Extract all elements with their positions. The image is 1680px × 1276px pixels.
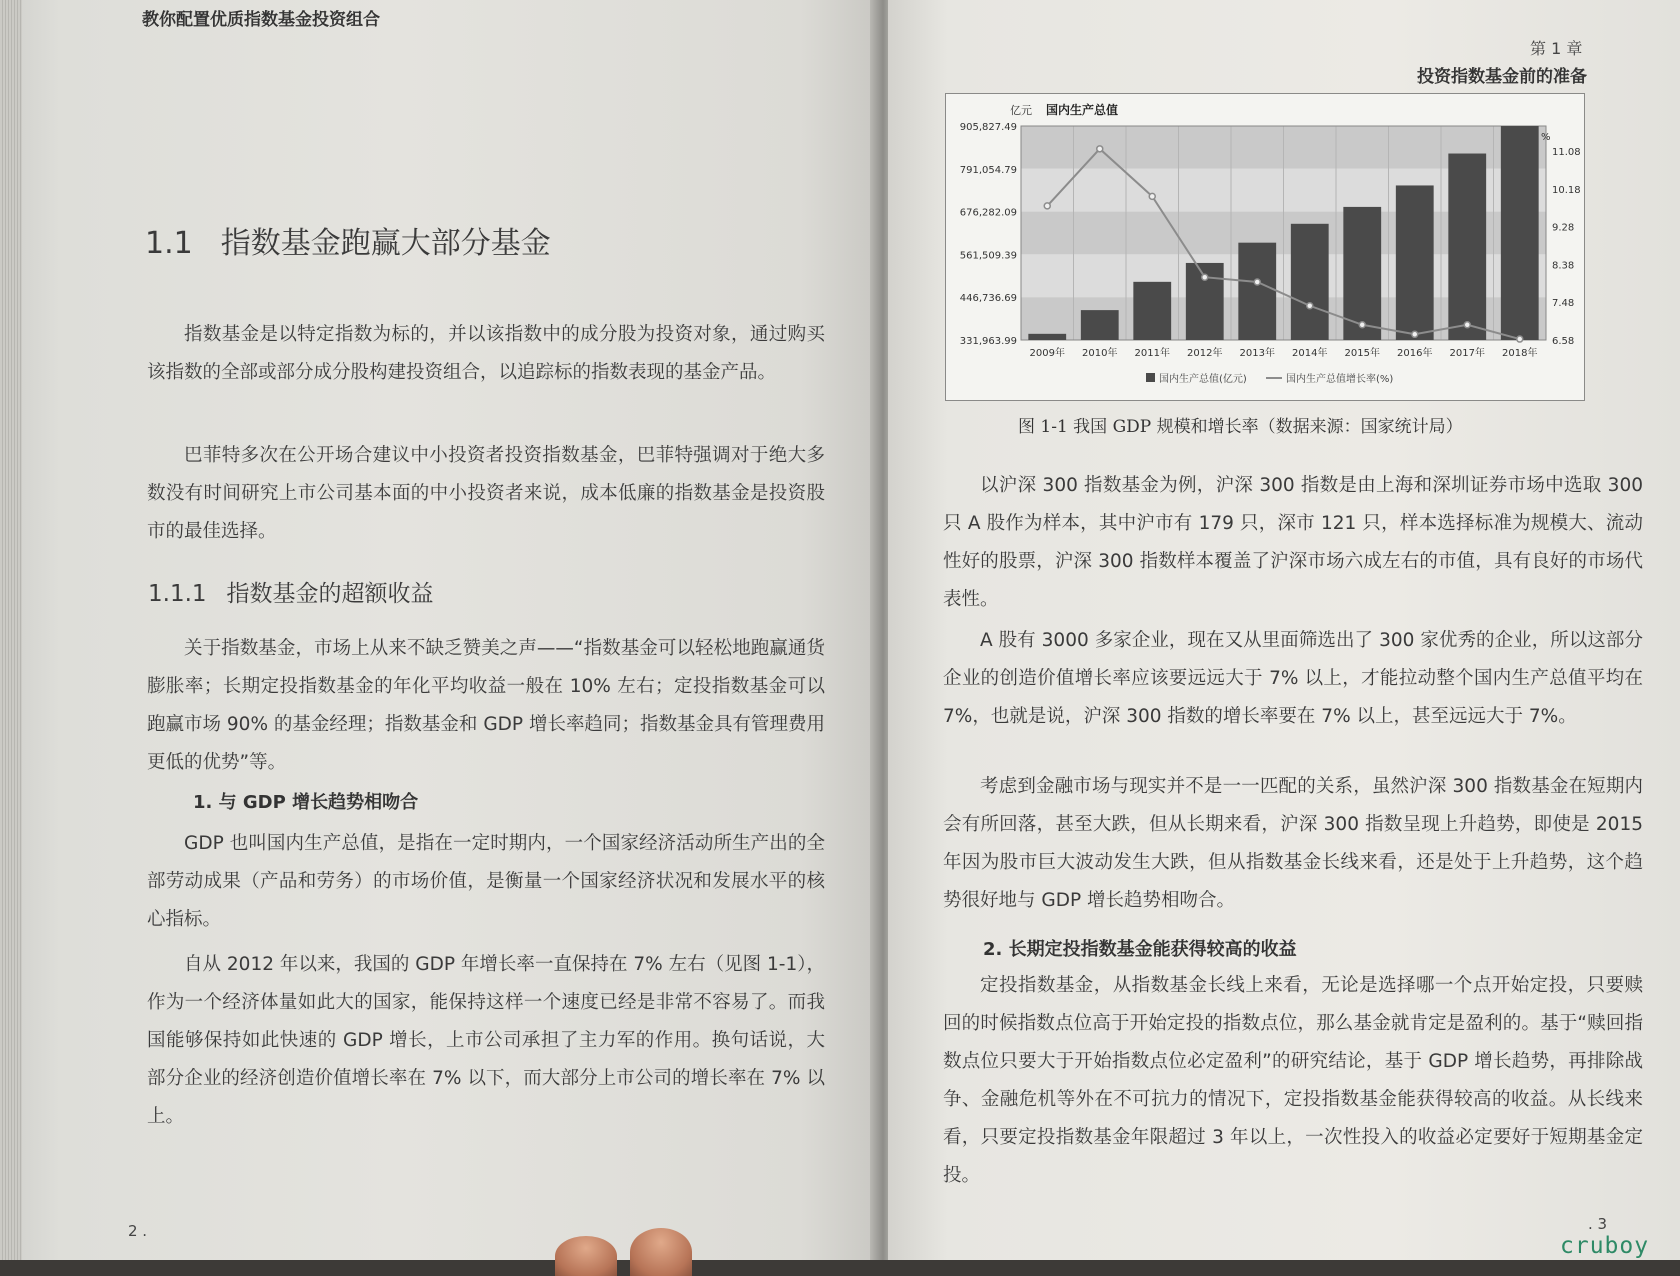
y-tick-label: 676,282.09 [959, 207, 1017, 219]
chapter-label: 第 1 章 [1530, 39, 1583, 58]
growth-rate-point [1464, 322, 1470, 328]
growth-rate-point [1359, 322, 1365, 328]
growth-rate-point [1307, 303, 1313, 309]
running-head: 教你配置优质指数基金投资组合 [142, 10, 380, 30]
x-tick-label: 2016年 [1397, 348, 1433, 359]
paragraph: 指数基金是以特定指数为标的，并以该指数中的成分股为投资对象，通过购买该指数的全部或部分成分股构建投资组合，以追踪标的指数表现的基金产品。 [147, 324, 825, 383]
paragraph: 定投指数基金，从指数基金长线上来看，无论是选择哪一个点开始定投，只要赎回的时候指数点位高于开始定投的指数点位，那么基金就肯定是盈利的。基于“赎回指数点位只要大于开始指数点位必定盈利”的研究结论，基于 GDP 增长趋势，再排除战争、金融危机等外在不可抗力的情况下，定投指数基金能获得较高的收益。从长线来看，只要定投指数基金年限超过 3 年以上，一次性投入的收益必定要好于短期基金定投。 [943, 975, 1643, 1186]
paragraph: A 股有 3000 多家企业，现在又从里面筛选出了 300 家优秀的企业，所以这部分企业的创造价值增长率应该要远远大于 7% 以上，才能拉动整个国内生产总值平均在 7%，也就是说，沪深 300 指数的增长率要在 7% 以上，甚至远远大于 7%。 [943, 630, 1643, 727]
figure-caption: 图 1-1 我国 GDP 规模和增长率（数据来源：国家统计局） [1018, 417, 1463, 437]
y-tick-label: 446,736.69 [959, 293, 1017, 305]
point-heading: 1. 与 GDP 增长趋势相吻合 [193, 792, 419, 813]
y2-tick-label: 8.38 [1552, 260, 1575, 272]
y2-tick-label: 7.48 [1552, 298, 1575, 310]
x-tick-label: 2009年 [1029, 348, 1065, 359]
gdp-bar [1396, 185, 1434, 340]
y-tick-label: 561,509.39 [959, 250, 1017, 262]
x-tick-label: 2015年 [1344, 348, 1380, 359]
y-tick-label: 791,054.79 [959, 164, 1017, 176]
x-tick-label: 2010年 [1082, 348, 1118, 359]
legend-line-label: 国内生产总值增长率(%) [1286, 374, 1394, 385]
growth-rate-point [1097, 146, 1103, 152]
paragraph: GDP 也叫国内生产总值，是指在一定时期内，一个国家经济活动所生产出的全部劳动成果（产品和劳务）的市场价值，是衡量一个国家经济状况和发展水平的核心指标。 [147, 833, 825, 930]
subsection-number: 1.1.1 [148, 581, 207, 607]
growth-rate-point [1202, 274, 1208, 280]
subsection-title: 指数基金的超额收益 [226, 581, 434, 607]
y2-tick-label: 11.08 [1552, 147, 1581, 158]
y2-tick-label: 6.58 [1552, 336, 1575, 347]
finger [630, 1228, 692, 1276]
x-tick-label: 2014年 [1292, 348, 1328, 359]
y-tick-label: 331,963.99 [959, 336, 1017, 347]
chart-title: 国内生产总值 [1046, 103, 1119, 117]
paragraph: 考虑到金融市场与现实并不是一一匹配的关系，虽然沪深 300 指数基金在短期内会有所回落，甚至大跌，但从长期来看，沪深 300 指数呈现上升趋势，即使是 2015 年因为股市巨大波动发生大跌，但从指数基金长线来看，还是处于上升趋势，这个趋势很好地与 GDP 增长趋势相吻合。 [943, 776, 1643, 911]
x-tick-label: 2012年 [1187, 348, 1223, 359]
gdp-bar [1291, 224, 1329, 340]
gdp-chart-svg [946, 94, 1584, 400]
gdp-bar [1501, 126, 1539, 340]
gdp-bar [1081, 310, 1119, 340]
x-tick-label: 2011年 [1134, 348, 1170, 359]
subsection-heading [148, 575, 434, 608]
finger [555, 1236, 617, 1276]
page-edges [0, 0, 22, 1260]
growth-rate-point [1517, 336, 1523, 342]
growth-rate-point [1044, 203, 1050, 209]
gdp-chart [945, 93, 1585, 401]
gdp-bar [1448, 154, 1486, 340]
x-tick-label: 2017年 [1449, 348, 1485, 359]
growth-rate-point [1254, 279, 1260, 285]
x-tick-label: 2018年 [1502, 348, 1538, 359]
section-heading [145, 218, 551, 262]
watermark: cruboy [1560, 1233, 1650, 1259]
page-number: 2 . [128, 1222, 148, 1240]
growth-rate-point [1412, 331, 1418, 337]
legend-bar-swatch [1146, 373, 1155, 382]
chart-y2label: % [1541, 132, 1551, 143]
section-title: 指数基金跑赢大部分基金 [220, 226, 551, 261]
growth-rate-point [1149, 193, 1155, 199]
chart-ylabel: 亿元 [1010, 104, 1032, 117]
paragraph: 以沪深 300 指数基金为例，沪深 300 指数是由上海和深圳证券市场中选取 300 只 A 股作为样本，其中沪市有 179 只，深市 121 只，样本选择标准为规模大、流动性好的股票，沪深 300 指数样本覆盖了沪深市场六成左右的市值，具有良好的市场代表性。 [943, 475, 1643, 610]
point-heading: 2. 长期定投指数基金能获得较高的收益 [983, 939, 1297, 960]
gdp-bar [1238, 243, 1276, 340]
chapter-title: 投资指数基金前的准备 [1417, 67, 1587, 87]
x-tick-label: 2013年 [1239, 348, 1275, 359]
paragraph: 巴菲特多次在公开场合建议中小投资者投资指数基金，巴菲特强调对于绝大多数没有时间研究上市公司基本面的中小投资者来说，成本低廉的指数基金是投资股市的最佳选择。 [147, 445, 825, 542]
gdp-bar [1133, 282, 1171, 340]
y2-tick-label: 9.28 [1552, 222, 1575, 234]
y2-tick-label: 10.18 [1552, 184, 1581, 196]
section-number: 1.1 [145, 226, 193, 261]
legend-bar-label: 国内生产总值(亿元) [1159, 374, 1247, 385]
y-tick-label: 905,827.49 [959, 122, 1017, 133]
paragraph: 关于指数基金，市场上从来不缺乏赞美之声——“指数基金可以轻松地跑赢通货膨胀率；长期定投指数基金的年化平均收益一般在 10% 左右；定投指数基金可以跑赢市场 90% 的基金经理；指数基金和 GDP 增长率趋同；指数基金具有管理费用更低的优势”等。 [147, 638, 825, 773]
gdp-bar [1028, 334, 1066, 340]
page-number: . 3 [1588, 1215, 1608, 1233]
paragraph: 自从 2012 年以来，我国的 GDP 年增长率一直保持在 7% 左右（见图 1-1），作为一个经济体量如此大的国家，能保持这样一个速度已经是非常不容易了。而我国能够保持如此快速的 GDP 增长，上市公司承担了主力军的作用。换句话说，大部分企业的经济创造价值增长率在 7% 以下，而大部分上市公司的增长率在 7% 以上。 [147, 954, 825, 1127]
